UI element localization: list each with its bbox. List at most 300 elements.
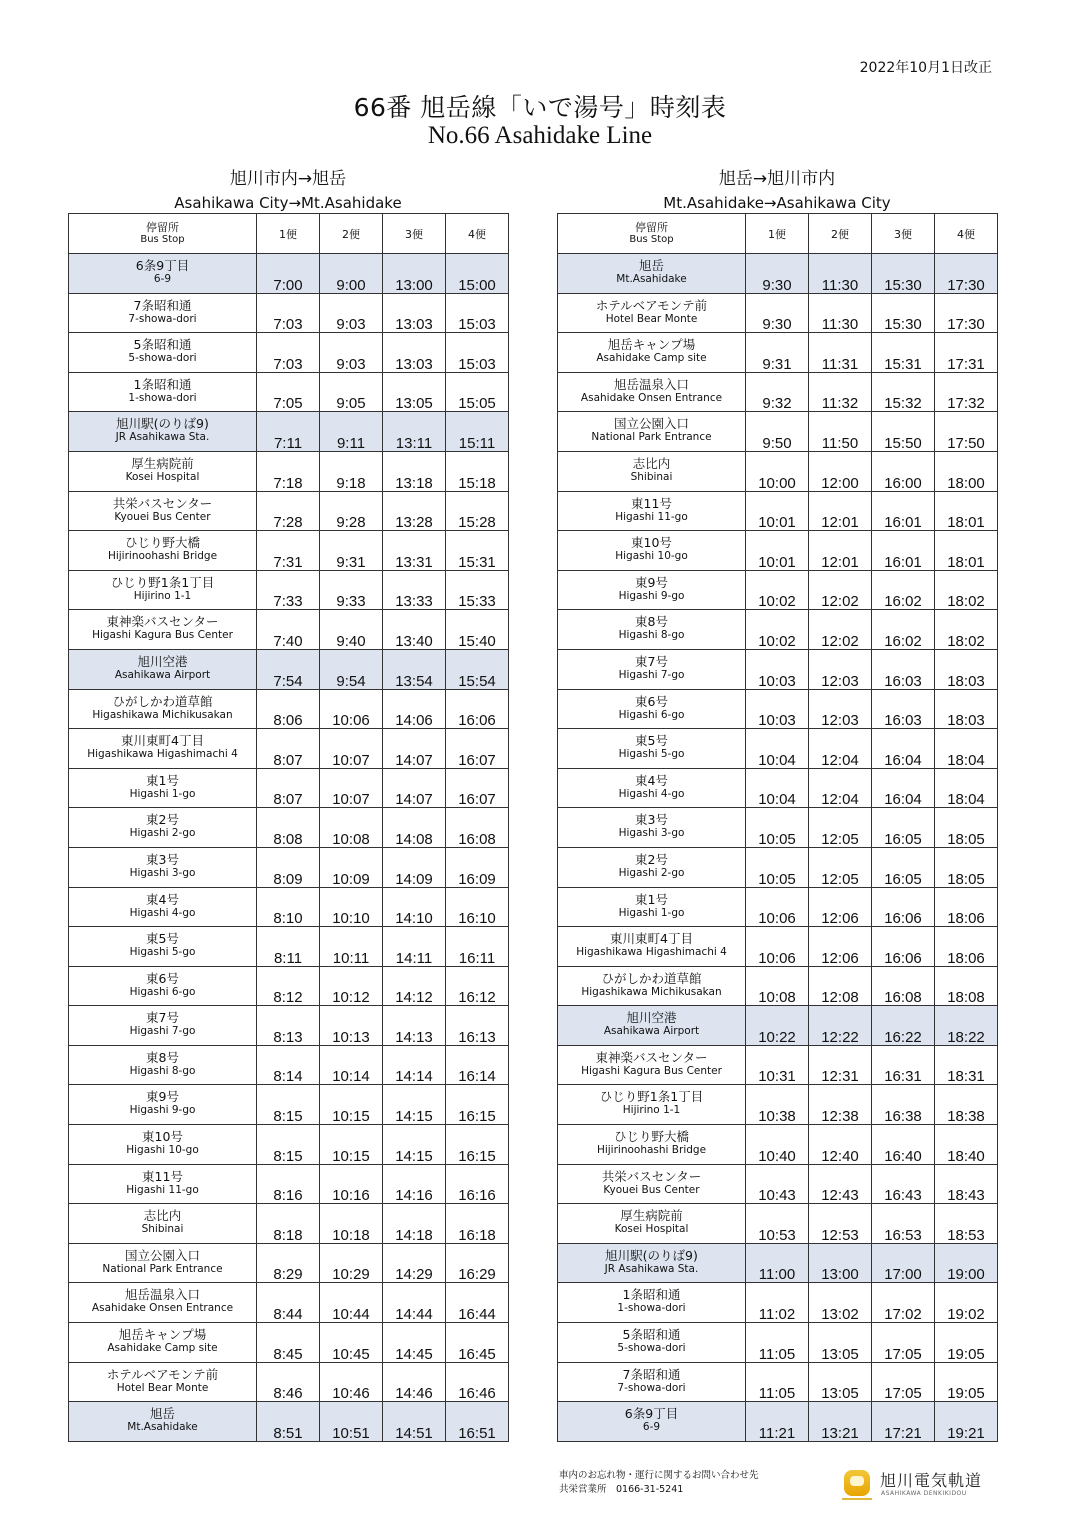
table-row [69, 847, 509, 887]
bus-stop-cell [558, 293, 746, 333]
bus-stop-cell [69, 887, 257, 927]
table-row [69, 1362, 509, 1402]
bus-stop-name-en: Higashi 6-go [129, 985, 196, 998]
departure-time: 16:06 [872, 927, 935, 967]
departure-time: 15:05 [446, 372, 509, 412]
table-row [558, 491, 998, 531]
departure-time: 13:02 [809, 1283, 872, 1323]
table-row [558, 808, 998, 848]
departure-time: 18:38 [935, 1085, 998, 1125]
departure-time: 16:14 [446, 1045, 509, 1085]
departure-time: 18:53 [935, 1204, 998, 1244]
bus-stop-name-jp: 東6号 [635, 693, 668, 709]
departure-time: 14:45 [383, 1323, 446, 1363]
departure-time: 9:03 [320, 293, 383, 333]
bus-stop-name-jp: ひじり野大橋 [613, 1129, 689, 1145]
departure-time: 8:11 [257, 927, 320, 967]
bus-stop-name-en: Asahidake Onsen Entrance [91, 1302, 234, 1315]
bus-stop-cell [69, 729, 257, 769]
table-row [558, 531, 998, 571]
departure-time: 16:00 [872, 451, 935, 491]
bus-stop-name-jp: 東川東町4丁目 [121, 733, 204, 749]
bus-stop-name-jp: 東1号 [146, 772, 179, 788]
bus-stop-name-jp: 6条9丁目 [135, 258, 190, 273]
departure-time: 15:28 [446, 491, 509, 531]
bus-stop-name-jp: 東4号 [635, 772, 668, 788]
bus-stop-name-en: Hijirinoohashi Bridge [107, 550, 218, 563]
bus-stop-name-en: Higashi 3-go [618, 827, 685, 840]
departure-time: 10:16 [320, 1164, 383, 1204]
departure-time: 17:50 [935, 412, 998, 452]
departure-time: 7:31 [257, 531, 320, 571]
departure-time: 9:31 [746, 333, 809, 373]
departure-time: 8:14 [257, 1045, 320, 1085]
bus-stop-name-en: 5-showa-dori [617, 1342, 686, 1355]
departure-time: 7:18 [257, 451, 320, 491]
departure-time: 10:01 [746, 531, 809, 571]
departure-time: 18:40 [935, 1125, 998, 1165]
departure-time: 13:05 [809, 1362, 872, 1402]
departure-time: 16:07 [446, 729, 509, 769]
departure-time: 10:31 [746, 1045, 809, 1085]
table-row [558, 293, 998, 333]
departure-time: 10:14 [320, 1045, 383, 1085]
bus-stop-name-en: Higashikawa Michikusakan [92, 708, 233, 721]
table-row [69, 254, 509, 294]
bus-stop-name-en: Higashi 7-go [129, 1025, 196, 1038]
run-header: 2便 [320, 214, 383, 254]
departure-time: 15:03 [446, 293, 509, 333]
bus-stop-name-jp: 東11号 [142, 1168, 183, 1184]
departure-time: 8:09 [257, 847, 320, 887]
bus-stop-name-en: Higashi 2-go [129, 827, 196, 840]
departure-time: 14:08 [383, 808, 446, 848]
bus-stop-name-en: 6-9 [153, 273, 172, 285]
bus-stop-cell [558, 1085, 746, 1125]
departure-time: 18:01 [935, 491, 998, 531]
departure-time: 18:02 [935, 610, 998, 650]
bus-stop-name-jp: 6条9丁目 [624, 1406, 679, 1422]
departure-time: 16:05 [872, 808, 935, 848]
table-row [558, 689, 998, 729]
departure-time: 10:53 [746, 1204, 809, 1244]
departure-time: 13:03 [383, 293, 446, 333]
departure-time: 11:02 [746, 1283, 809, 1323]
contact-line-2: 共栄営業所 0166-31-5241 [559, 1484, 684, 1495]
departure-time: 10:10 [320, 887, 383, 927]
departure-time: 19:02 [935, 1283, 998, 1323]
departure-time: 12:01 [809, 531, 872, 571]
contact-line-1: 車内のお忘れ物・運行に関するお問い合わせ先 [559, 1470, 759, 1481]
table-row [69, 729, 509, 769]
departure-time: 12:05 [809, 808, 872, 848]
departure-time: 14:06 [383, 689, 446, 729]
bus-stop-cell [558, 491, 746, 531]
bus-stop-name-en: National Park Entrance [102, 1262, 223, 1275]
bus-stop-name-en: Higashikawa Michikusakan [581, 985, 722, 998]
table-row [69, 570, 509, 610]
departure-time: 17:21 [872, 1402, 935, 1442]
bus-stop-name-en: Asahikawa Airport [114, 668, 211, 681]
departure-time: 16:51 [446, 1402, 509, 1442]
bus-stop-name-en: Asahidake Camp site [107, 1342, 218, 1355]
departure-time: 12:43 [809, 1164, 872, 1204]
departure-time: 12:06 [809, 927, 872, 967]
departure-time: 14:18 [383, 1204, 446, 1244]
table-row [558, 1006, 998, 1046]
bus-stop-cell [558, 927, 746, 967]
bus-stop-name-en: 1-showa-dori [617, 1302, 686, 1315]
inbound-direction [557, 168, 997, 213]
departure-time: 12:04 [809, 768, 872, 808]
bus-stop-name-en: 5-showa-dori [128, 352, 197, 365]
bus-stop-name-en: Kosei Hospital [614, 1223, 689, 1236]
table-row [558, 768, 998, 808]
bus-stop-cell [69, 1243, 257, 1283]
departure-time: 19:05 [935, 1362, 998, 1402]
departure-time: 7:28 [257, 491, 320, 531]
bus-stop-cell [69, 412, 257, 452]
departure-time: 16:08 [446, 808, 509, 848]
departure-time: 7:54 [257, 649, 320, 689]
bus-stop-header-jp: 停留所 [146, 221, 179, 234]
bus-stop-name-en: Higashi 1-go [618, 906, 685, 919]
departure-time: 16:10 [446, 887, 509, 927]
bus-stop-name-jp: 7条昭和通 [133, 297, 192, 313]
departure-time: 16:01 [872, 531, 935, 571]
departure-time: 10:12 [320, 966, 383, 1006]
bus-stop-name-en: Higashi 8-go [129, 1064, 196, 1077]
bus-stop-name-jp: 共栄バスセンター [601, 1168, 702, 1184]
departure-time: 16:05 [872, 847, 935, 887]
table-row [69, 531, 509, 571]
bus-stop-name-en: Higashi 11-go [615, 510, 688, 523]
bus-stop-name-jp: 東2号 [146, 812, 179, 828]
bus-stop-name-en: Mt.Asahidake [616, 273, 687, 285]
table-row [558, 254, 998, 294]
bus-stop-name-en: Hijirino 1-1 [133, 589, 192, 602]
departure-time: 14:13 [383, 1006, 446, 1046]
departure-time: 12:53 [809, 1204, 872, 1244]
departure-time: 8:15 [257, 1125, 320, 1165]
departure-time: 11:05 [746, 1323, 809, 1363]
departure-time: 15:31 [872, 333, 935, 373]
bus-stop-cell [69, 768, 257, 808]
departure-time: 14:14 [383, 1045, 446, 1085]
departure-time: 14:11 [383, 927, 446, 967]
bus-stop-cell [558, 1204, 746, 1244]
departure-time: 13:40 [383, 610, 446, 650]
departure-time: 18:06 [935, 887, 998, 927]
departure-time: 8:07 [257, 768, 320, 808]
bus-stop-name-jp: 1条昭和通 [133, 376, 192, 392]
departure-time: 10:07 [320, 768, 383, 808]
table-row [558, 570, 998, 610]
departure-time: 17:32 [935, 372, 998, 412]
bus-stop-name-jp: 東7号 [635, 653, 668, 669]
table-row [558, 1085, 998, 1125]
table-row [69, 412, 509, 452]
departure-time: 19:00 [935, 1243, 998, 1283]
bus-stop-name-jp: 東神楽バスセンター [595, 1049, 708, 1065]
table-row [558, 1283, 998, 1323]
departure-time: 13:33 [383, 570, 446, 610]
table-row [558, 729, 998, 769]
departure-time: 9:40 [320, 610, 383, 650]
bus-stop-cell [69, 451, 257, 491]
bus-stop-cell [69, 689, 257, 729]
table-row [69, 1125, 509, 1165]
departure-time: 14:15 [383, 1085, 446, 1125]
table-row [69, 1085, 509, 1125]
bus-stop-name-en: Higashi Kagura Bus Center [581, 1064, 722, 1077]
departure-time: 10:29 [320, 1243, 383, 1283]
bus-stop-cell [69, 1045, 257, 1085]
departure-time: 13:05 [809, 1323, 872, 1363]
departure-time: 10:51 [320, 1402, 383, 1442]
departure-time: 8:15 [257, 1085, 320, 1125]
bus-stop-cell [558, 1323, 746, 1363]
bus-stop-cell [558, 808, 746, 848]
departure-time: 15:50 [872, 412, 935, 452]
logo-underline [842, 1498, 872, 1500]
table-row [69, 610, 509, 650]
bus-stop-name-en: Higashi 5-go [129, 946, 196, 959]
departure-time: 17:31 [935, 333, 998, 373]
bus-stop-name-en: Hijirinoohashi Bridge [596, 1144, 707, 1157]
bus-stop-cell [69, 333, 257, 373]
departure-time: 17:00 [872, 1243, 935, 1283]
departure-time: 14:07 [383, 729, 446, 769]
bus-stop-cell [69, 1362, 257, 1402]
header-row [558, 214, 998, 254]
departure-time: 9:00 [320, 254, 383, 294]
bus-stop-cell [558, 254, 746, 294]
departure-time: 8:51 [257, 1402, 320, 1442]
bus-stop-cell [69, 1164, 257, 1204]
bus-stop-name-en: Hotel Bear Monte [605, 312, 698, 325]
outbound-direction-jp: 旭川市内→旭岳 [229, 169, 347, 189]
departure-time: 8:07 [257, 729, 320, 769]
departure-time: 16:38 [872, 1085, 935, 1125]
bus-stop-cell [69, 610, 257, 650]
outbound-direction-en: Asahikawa City→Mt.Asahidake [174, 194, 402, 212]
bus-stop-name-jp: 東10号 [631, 535, 672, 551]
departure-time: 19:21 [935, 1402, 998, 1442]
departure-time: 19:05 [935, 1323, 998, 1363]
departure-time: 18:00 [935, 451, 998, 491]
departure-time: 12:38 [809, 1085, 872, 1125]
page-title-en: No.66 Asahidake Line [427, 122, 653, 149]
departure-time: 9:18 [320, 451, 383, 491]
departure-time: 16:31 [872, 1045, 935, 1085]
bus-stop-name-jp: 東9号 [146, 1089, 179, 1105]
bus-stop-cell [558, 1045, 746, 1085]
table-row [558, 887, 998, 927]
departure-time: 10:18 [320, 1204, 383, 1244]
departure-time: 13:28 [383, 491, 446, 531]
bus-stop-cell [558, 570, 746, 610]
bus-stop-name-jp: 旭川空港 [626, 1010, 677, 1026]
bus-stop-name-jp: 厚生病院前 [620, 1208, 683, 1224]
departure-time: 16:22 [872, 1006, 935, 1046]
table-row [558, 333, 998, 373]
departure-time: 17:05 [872, 1323, 935, 1363]
bus-stop-name-jp: 東5号 [146, 931, 179, 947]
bus-stop-header-en: Bus Stop [629, 234, 674, 245]
departure-time: 15:32 [872, 372, 935, 412]
departure-time: 15:31 [446, 531, 509, 571]
bus-stop-name-jp: 東1号 [635, 891, 668, 907]
table-row [69, 1204, 509, 1244]
bus-stop-name-jp: 厚生病院前 [131, 455, 194, 471]
table-row [558, 1362, 998, 1402]
departure-time: 11:21 [746, 1402, 809, 1442]
bus-stop-name-jp: 志比内 [143, 1208, 182, 1224]
departure-time: 12:03 [809, 649, 872, 689]
departure-time: 10:08 [746, 966, 809, 1006]
departure-time: 10:06 [746, 927, 809, 967]
run-header: 1便 [257, 214, 320, 254]
bus-stop-name-en: 7-showa-dori [617, 1381, 686, 1394]
departure-time: 8:10 [257, 887, 320, 927]
departure-time: 8:29 [257, 1243, 320, 1283]
bus-stop-name-jp: 5条昭和通 [622, 1327, 681, 1343]
departure-time: 15:00 [446, 254, 509, 294]
departure-time: 10:22 [746, 1006, 809, 1046]
inbound-direction-jp: 旭岳→旭川市内 [718, 169, 836, 189]
departure-time: 8:46 [257, 1362, 320, 1402]
bus-stop-cell [558, 689, 746, 729]
run-header: 4便 [446, 214, 509, 254]
departure-time: 13:00 [383, 254, 446, 294]
bus-stop-name-en: Kyouei Bus Center [603, 1183, 700, 1196]
departure-time: 9:30 [746, 293, 809, 333]
departure-time: 16:07 [446, 768, 509, 808]
bus-stop-name-jp: 東11号 [631, 495, 672, 511]
table-row [69, 927, 509, 967]
departure-time: 15:03 [446, 333, 509, 373]
table-row [69, 1045, 509, 1085]
departure-time: 16:09 [446, 847, 509, 887]
departure-time: 14:15 [383, 1125, 446, 1165]
company-logo [844, 1468, 984, 1504]
bus-stop-cell [69, 1283, 257, 1323]
departure-time: 18:04 [935, 729, 998, 769]
bus-stop-cell [558, 372, 746, 412]
run-header: 3便 [383, 214, 446, 254]
table-row [69, 808, 509, 848]
departure-time: 16:18 [446, 1204, 509, 1244]
bus-stop-cell [69, 491, 257, 531]
departure-time: 11:00 [746, 1243, 809, 1283]
departure-time: 9:11 [320, 412, 383, 452]
departure-time: 9:03 [320, 333, 383, 373]
table-row [558, 1243, 998, 1283]
bus-stop-name-en: Higashi 5-go [618, 748, 685, 761]
bus-stop-cell [558, 887, 746, 927]
departure-time: 11:50 [809, 412, 872, 452]
table-row [69, 451, 509, 491]
departure-time: 10:05 [746, 847, 809, 887]
bus-stop-name-jp: 旭岳キャンプ場 [607, 337, 696, 353]
departure-time: 7:40 [257, 610, 320, 650]
departure-time: 14:51 [383, 1402, 446, 1442]
departure-time: 10:00 [746, 451, 809, 491]
departure-time: 15:54 [446, 649, 509, 689]
departure-time: 11:30 [809, 254, 872, 294]
bus-stop-name-en: JR Asahikawa Sta. [604, 1262, 699, 1275]
bus-stop-name-jp: 7条昭和通 [622, 1366, 681, 1382]
departure-time: 16:06 [872, 887, 935, 927]
bus-stop-name-en: Hijirino 1-1 [622, 1104, 681, 1117]
bus-stop-cell [558, 1243, 746, 1283]
bus-stop-name-en: Higashi 11-go [126, 1183, 199, 1196]
departure-time: 18:06 [935, 927, 998, 967]
table-row [69, 649, 509, 689]
departure-time: 10:43 [746, 1164, 809, 1204]
run-header: 1便 [746, 214, 809, 254]
departure-time: 12:02 [809, 570, 872, 610]
departure-time: 12:05 [809, 847, 872, 887]
departure-time: 8:13 [257, 1006, 320, 1046]
departure-time: 12:31 [809, 1045, 872, 1085]
departure-time: 9:32 [746, 372, 809, 412]
departure-time: 18:01 [935, 531, 998, 571]
bus-stop-cell [69, 1323, 257, 1363]
bus-stop-name-en: Kyouei Bus Center [114, 510, 211, 523]
bus-stop-cell [558, 451, 746, 491]
departure-time: 9:05 [320, 372, 383, 412]
bus-stop-name-en: Higashi 9-go [129, 1104, 196, 1117]
departure-time: 14:44 [383, 1283, 446, 1323]
inbound-direction-en: Mt.Asahidake→Asahikawa City [663, 194, 891, 212]
departure-time: 10:04 [746, 768, 809, 808]
departure-time: 10:04 [746, 729, 809, 769]
departure-time: 13:18 [383, 451, 446, 491]
departure-time: 8:44 [257, 1283, 320, 1323]
departure-time: 10:13 [320, 1006, 383, 1046]
table-row [69, 966, 509, 1006]
table-row [558, 927, 998, 967]
departure-time: 16:15 [446, 1125, 509, 1165]
table-row [558, 610, 998, 650]
departure-time: 16:03 [872, 649, 935, 689]
logo-name-jp: 旭川電気軌道 [880, 1471, 983, 1490]
departure-time: 11:31 [809, 333, 872, 373]
departure-time: 9:54 [320, 649, 383, 689]
bus-stop-cell [558, 966, 746, 1006]
bus-stop-cell [558, 847, 746, 887]
bus-stop-name-en: Higashi 2-go [618, 866, 685, 879]
departure-time: 14:07 [383, 768, 446, 808]
departure-time: 17:30 [935, 254, 998, 294]
bus-stop-cell [69, 1006, 257, 1046]
departure-time: 10:02 [746, 610, 809, 650]
bus-stop-name-jp: 東5号 [635, 733, 668, 749]
bus-stop-name-jp: 東9号 [635, 574, 668, 590]
run-header: 4便 [935, 214, 998, 254]
table-row [69, 768, 509, 808]
departure-time: 16:15 [446, 1085, 509, 1125]
bus-stop-name-en: Higashi 4-go [129, 906, 196, 919]
departure-time: 15:18 [446, 451, 509, 491]
page-title-jp: 66番 旭岳線「いで湯号」時刻表 [353, 93, 727, 122]
bus-stop-cell [69, 531, 257, 571]
departure-time: 9:50 [746, 412, 809, 452]
bus-stop-name-jp: 東神楽バスセンター [106, 614, 219, 630]
bus-stop-cell [558, 1362, 746, 1402]
